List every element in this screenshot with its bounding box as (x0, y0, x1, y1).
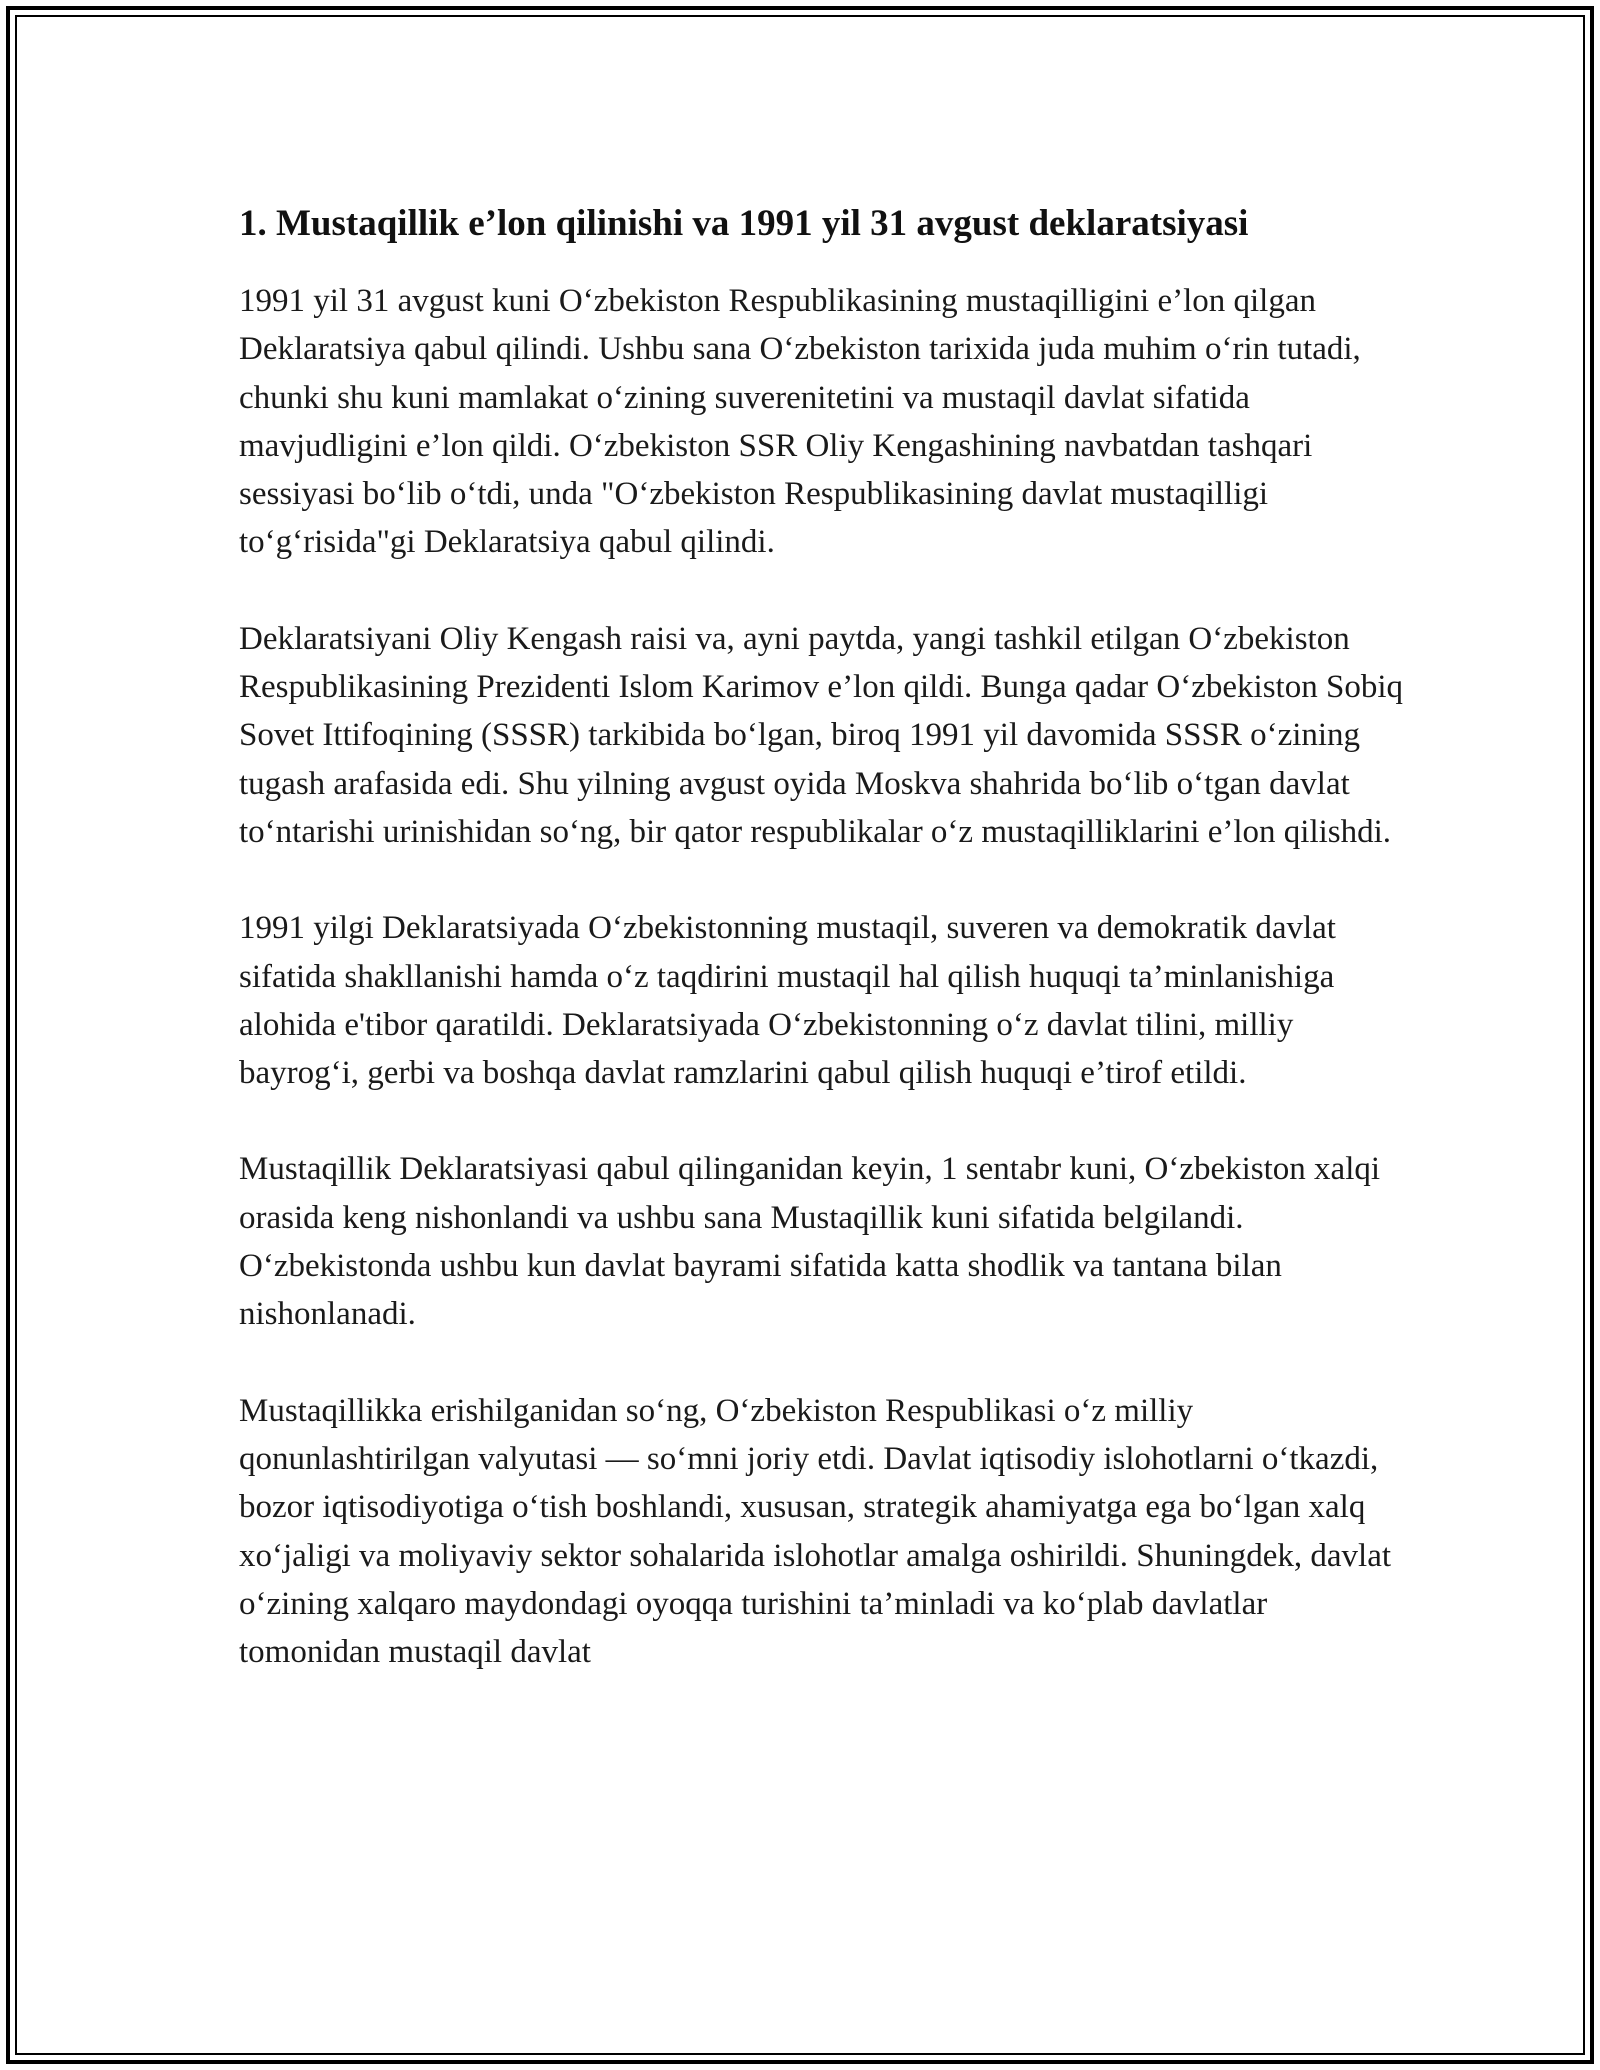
paragraph-2: Deklaratsiyani Oliy Kengash raisi va, ayni paytda, yangi tashkil etilgan O‘zbekiston Respublikasining Prezidenti Islom Karimov e’lon qildi. Bunga qadar O‘zbekiston Sobiq Sovet Ittifoqining (SSSR) tarkibida bo‘lgan, biroq 1991 yil davomida SSSR o‘zining tugash arafasida edi. Shu yilning avgust oyida Moskva shahrida bo‘lib o‘tgan davlat to‘ntarishi urinishidan so‘ng, bir qator respublikalar o‘z mustaqilliklarini e’lon qilishdi. (239, 620, 1403, 850)
paragraph-4: Mustaqillik Deklaratsiyasi qabul qilinganidan keyin, 1 sentabr kuni, O‘zbekiston xalqi orasida keng nishonlandi va ushbu sana Mustaqillik kuni sifatida belgilandi. O‘zbekistonda ushbu kun davlat bayrami sifatida katta shodlik va tantana bilan nishonlanadi. (239, 1151, 1381, 1333)
paragraph-1: 1991 yil 31 avgust kuni O‘zbekiston Respublikasining mustaqilligini e’lon qilgan Deklaratsiya qabul qilindi. Ushbu sana O‘zbekiston tarixida juda muhim o‘rin tutadi, chunki shu kuni mamlakat o‘zining suverenitetini va mustaqil davlat sifatida mavjudligini e’lon qildi. O‘zbekiston SSR Oliy Kengashining navbatdan tashqari sessiyasi bo‘lib o‘tdi, unda "O‘zbekiston Respublikasining davlat mustaqilligi to‘g‘risida"gi Deklaratsiya qabul qilindi. (239, 283, 1361, 561)
page-border (6, 6, 1594, 2064)
page-inner-border (15, 15, 1585, 2055)
document-body (239, 197, 1409, 1724)
paragraph-5: Mustaqillikka erishilganidan so‘ng, O‘zbekiston Respublikasi o‘z milliy qonunlashtirilgan valyutasi — so‘mni joriy etdi. Davlat iqtisodiy islohotlarni o‘tkazdi, bozor iqtisodiyotiga o‘tish boshlandi, xususan, strategik ahamiyatga ega bo‘lgan xalq xo‘jaligi va moliyaviy sektor sohalarida islohotlar amalga oshirildi. Shuningdek, davlat o‘zining xalqaro maydondagi oyoqqa turishini ta’minladi va ko‘plab davlatlar tomonidan mustaqil davlat (239, 1392, 1392, 1671)
section-heading: 1. Mustaqillik e’lon qilinishi va 1991 yil 31 avgust deklaratsiyasi (239, 203, 1249, 244)
paragraph-3: 1991 yilgi Deklaratsiyada O‘zbekistonning mustaqil, suveren va demokratik davlat sifatida shakllanishi hamda o‘z taqdirini mustaqil hal qilish huquqi ta’minlanishiga alohida e'tibor qaratildi. Deklaratsiyada O‘zbekistonning o‘z davlat tilini, milliy bayrog‘i, gerbi va boshqa davlat ramzlarini qabul qilish huquqi e’tirof etildi. (239, 910, 1336, 1092)
